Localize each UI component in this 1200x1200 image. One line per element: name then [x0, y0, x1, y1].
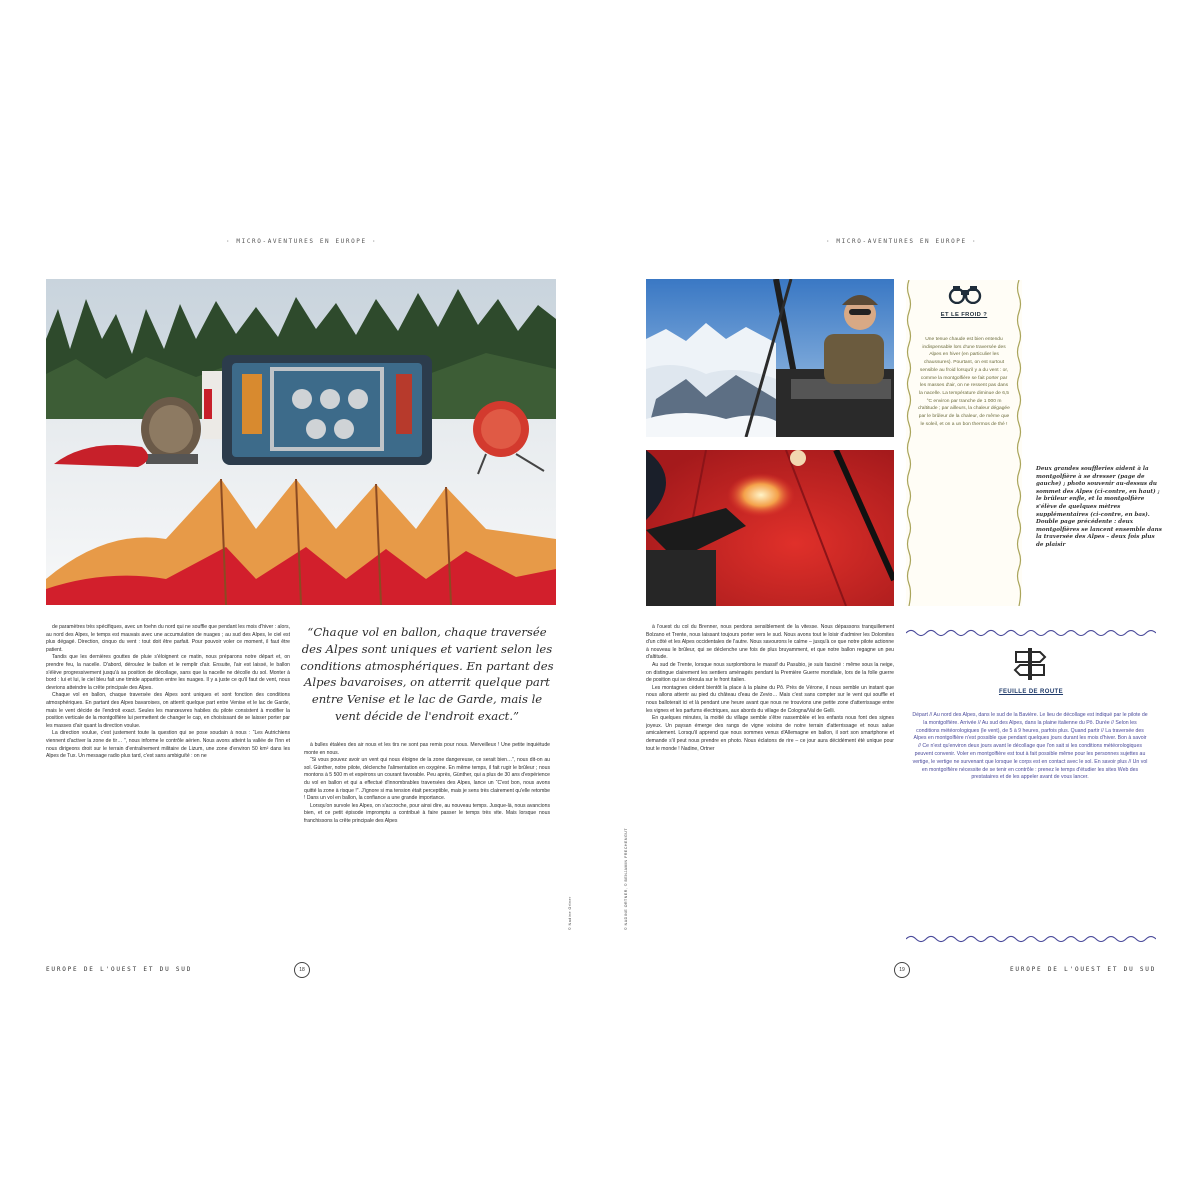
balloon-basket [222, 355, 432, 465]
paragraph: Au sud de Trente, lorsque nous surplombons le massif du Pasubio, je suis fasciné : même sous la neige, on distingue clairement les sentiers aménagés pendant la Première Guerre mondiale, lors de la folle guerre de position qui se déroula sur le front italien. [646, 661, 894, 684]
sidebar-border-right [1016, 280, 1022, 606]
route-border-top [906, 628, 1156, 638]
balloon-ground-photo [46, 279, 556, 605]
paragraph: Chaque vol en ballon, chaque traversée des Alpes sont uniques et sont fonction des conditions atmosphériques. En partant des Alpes bavaroises, on atterrit quelque part entre Venise et le lac de Garde, mais le vent décide de l'endroit exact. Seules les manœuvres habiles du pilote consistent à modifier la position verticale de la montgolfière lui permettent de changer le cap, en choisissant de se laisser porter par les masses d'air quant la direction voulue. [46, 692, 290, 729]
photo-caption: Deux grandes souffleries aident à la montgolfière à se dresser (page de gauche) ; photo souvenir au-dessus du sommet des Alpes (ci-contre, en haut) ; le brûleur enfle, et la montgolfière s'élève de quelques mètres supplémentaires (ci-contre, en bas). Double page précédente : deux montgolfières se lancent ensemble dans la traversée des Alpes – deux fois plus de plaisir [1036, 466, 1162, 548]
pull-quote: “Chaque vol en ballon, chaque traversée des Alpes sont uniques et varient selon les conditions atmosphériques. En partant des Alpes bavaroises, on atterrit quelque part entre Venise et le lac de Garde, mais le vent décide de l'endroit exact.” [300, 625, 554, 723]
route-border-bottom [906, 934, 1156, 944]
sidebar-box [906, 280, 1022, 606]
route-text: Départ // Au nord des Alpes, dans le sud de la Bavière. Le lieu de décollage est indiqué par le pilote de la montgolfière. Arrivée // Au sud des Alpes, dans la plaine italienne du Pô. Durée // Selon les conditions météorologiques (le vent), de 5 à 9 heures, parfois plus. Quand partir // La traversée des Alpes en montgolfière n'est possible que pendant quelques jours durant les mois d'hiver. Bon à savoir // Ce n'est qu'environ deux jours avant le décollage que l'on sait si les conditions météorologiques peuvent convenir. Voler en montgolfière est tout à fait possible même pour les personnes sujettes au vertige, le vertige ne survenant que lorsque le corps est en contact avec le sol. En savoir plus // Un vol en montgolfière nécessite de se tenir en contrôle : prenez le temps d'étudier les sites Web des prestataires et de les appeler avant de vous lancer. [912, 712, 1148, 781]
sidebar-border-left [906, 280, 912, 606]
left-column-2 [304, 742, 550, 946]
paragraph: de paramètres très spécifiques, avec un foehn du nord qui ne souffle que pendant les mois d'hiver : alors, au nord des Alpes, le temps est mauvais avec une accumulation de nuages ; au sud des Alpes, le ciel est plus dégagé. Direction, cinquo du vent : tout doit être parfait. Pour pouvoir voler ce moment, il faut être patient. [46, 624, 290, 653]
photo-credit-left: © Nadine Ortner [568, 896, 572, 930]
burner-flame-photo [646, 450, 894, 606]
paragraph: Tandis que les dernières gouttes de pluie s'éloignent ce matin, nous préparons notre départ et, on prendre feu, la nacelle. D'abord, déroulez le ballon et le remplir d'air. Ensuite, l'air est laissé, le ballon s'élève progressivement jusqu'à sa position de décollage, sans que la nacelle ne décolle du sol. Monter à bord : lui et lui, le ciel bleu fait une timide apparition entre les nuages. Il y a juste ce qu'il faut de vent, nous devrions atteindre la crête principale des Alpes. [46, 654, 290, 691]
folio-right: 19 [894, 962, 910, 978]
sidebar-text: Une tenue chaude est bien entendu indispensable lors d'une traversée des Alpes en hiver (en particulier les chaussures). Pourtant, on est surtout sensible au froid lorsqu'il y a du vent : or, comme la montgolfière se fait porter par les masses d'air, on ne ressent pas dans la nacelle. La température diminue de 6,5 °C environ par tranche de 1 000 m d'altitude ; par ailleurs, la chaleur dégagée par le brûleur de la chaleur, de même que le soleil, et on a un bon thermos de thé ! [918, 337, 1010, 427]
route-title: FEUILLE DE ROUTE [998, 689, 1064, 695]
paragraph: à bulles étalées des air nous et les tirs ne sont pas remis pour nous. Merveilleux ! Une petite inquiétude monte en nous. [304, 742, 550, 756]
paragraph: La direction voulue, c'est justement toute la question qui se pose soudain à nous : “Les Autrichiens viennent d'activer la zone de tir… ”, nous informe le contrôle aérien. Nous avons atteint la vallée de l'Inn et nous dirigeons droit sur le terrain d'entraînement militaire de Lizum, une zone d'environ 50 km² dans les Alpes de Tux. Un message radio plus tard, c'est sans ambiguïté : on ne [46, 730, 290, 760]
binoculars-icon [948, 284, 982, 304]
paragraph: à l'ouest du col du Brenner, nous perdons sensiblement de la vitesse. Nous dépassons tranquillement Bolzano et Trente, nous laissant toujours porter vers le sud. Nous avons tout le loisir d'admirer les Dolomites d'un côté et les Alpes occidentales de l'autre. Nous savourons le calme – jusqu'à ce que notre pilote actionne à nouveau le brûleur, qui se déclenche une fois de plus bruyamment, et que notre ballon regagne un peu d'altitude. [646, 624, 894, 661]
paragraph: En quelques minutes, la moitié du village semble s'être rassemblée et les enfants nous font des signes joyeux. Un paysan émerge des rangs de vigne voisins de notre terrain d'atterrissage et nous salue amicalement. Lorsqu'il apprend que nous sommes venus d'Allemagne en ballon, il sort son smartphone et demande s'il peut nous prendre en photo. Nous éclatons de rire – ce jour aura décidément été unique pour tout le monde ! Nadine, Ortner [646, 715, 894, 752]
running-head-right: · MICRO-AVENTURES EN EUROPE · [826, 238, 978, 245]
left-column-1 [46, 624, 290, 946]
paragraph: Les montagnes cèdent bientôt la place à la plaine du Pô. Près de Vérone, il nous semble un instant que nous allons atterrir au pied du château d'eau de Zevio… Mais c'est sans compter sur le vent qui souffle et nous balloterait ici et là pendant une heure avant que nous ne trouvions une petite zone d'atterrissage entre les vignes et les parfums électriques, aux abords du village de Cologna/Val de Gelli. [646, 684, 894, 714]
folio-left: 18 [294, 962, 310, 978]
footer-left: EUROPE DE L'OUEST ET DU SUD [46, 966, 193, 973]
sidebar-title: ET LE FROID ? [940, 312, 988, 318]
footer-right: EUROPE DE L'OUEST ET DU SUD [1010, 966, 1157, 973]
right-column-1 [646, 624, 894, 946]
photo-credit-right: © NADINE ORTNER, © BENJAMIN FRECHENGUT [624, 827, 628, 930]
signpost-icon [1012, 646, 1048, 680]
running-head-left: · MICRO-AVENTURES EN EUROPE · [226, 238, 378, 245]
paragraph: “Si vous pouvez avoir un vent qui nous éloigne de la zone dangereuse, ce serait bien…”, nous dit-on au sol. Günther, notre pilote, déclenche l'alimentation en oxygène. En même temps, il fait rugir le brûleur ; nous montons à 5 500 m et espérons un courant favorable. Peu après, Günther, qui a plus de 30 ans d'expérience du vol en ballon et qui a effectué d'innombrables traversées des Alpes, lance un “C'est bon, nous avons quitté la zone à risque !”. J'ignore si ma tension était perceptible, mais je sens très clairement qu'elle retombe ! Dans un vol en ballon, la confiance a une grande importance. [304, 757, 550, 802]
paragraph: Lorsqu'on survole les Alpes, on s'accroche, pour ainsi dire, au nouveau temps. Jusque-là, nous avancions bien, et ce petit épisode impromptu a contribué à faire passer le temps très vite. Mais lorsque nous franchissons la crête principale des Alpes [304, 802, 550, 824]
pilot-above-alps-photo [646, 279, 894, 437]
